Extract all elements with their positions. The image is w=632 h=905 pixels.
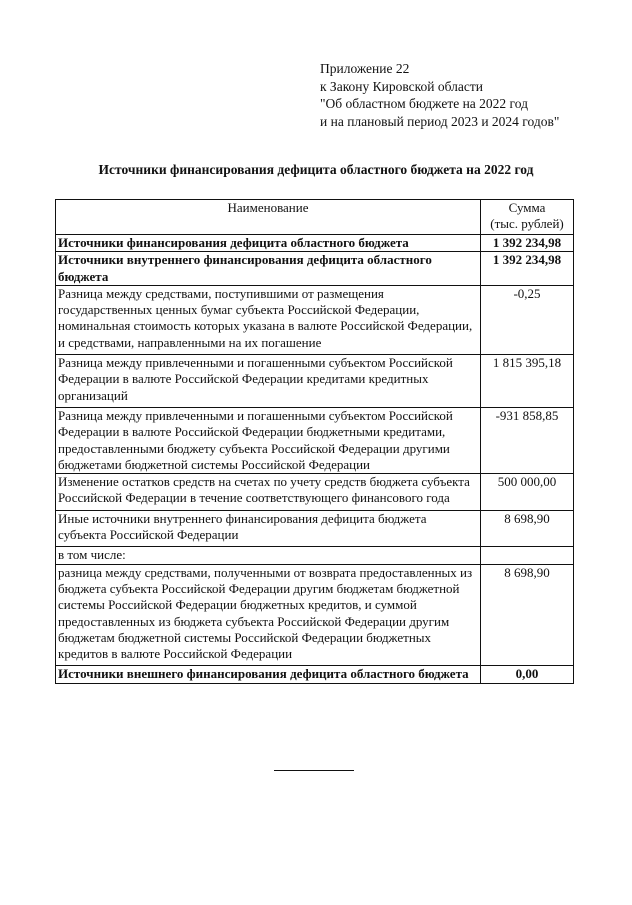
row-name: Источники финансирования дефицита областного бюджета — [56, 235, 481, 252]
closing-divider — [274, 770, 354, 771]
appendix-line: к Закону Кировской области — [320, 78, 484, 94]
table-row — [56, 235, 574, 252]
row-sum: -0,25 — [481, 285, 574, 354]
appendix-line: и на плановый период 2023 и 2024 годов" — [320, 113, 560, 129]
row-name: Источники внутреннего финансирования дефицита областного бюджета — [56, 252, 481, 286]
table-header-row — [56, 200, 574, 235]
appendix-line: "Об областном бюджете на 2022 год — [320, 96, 528, 111]
row-sum: 1 392 234,98 — [481, 235, 574, 252]
row-sum — [481, 547, 574, 564]
financing-table — [55, 199, 574, 684]
row-sum: 0,00 — [481, 666, 574, 683]
table-row — [56, 355, 574, 408]
row-name: Разница между привлеченными и погашенными субъектом Российской Федерации в валюте Российской Федерации кредитами кредитных организаций — [56, 355, 481, 408]
table-row — [56, 407, 574, 473]
row-name: Иные источники внутреннего финансирования дефицита бюджета субъекта Российской Федерации — [56, 510, 481, 547]
row-name: Разница между средствами, поступившими от размещения государственных ценных бумаг субъекта Российской Федерации, номинальная стоимость которых указана в валюте Российской Федерации, и средствами, направленными на их погашение — [56, 285, 481, 354]
appendix-header — [320, 60, 559, 130]
row-name: Изменение остатков средств на счетах по учету средств бюджета субъекта Российской Федерации в течение соответствующего финансового года — [56, 474, 481, 511]
column-header-name: Наименование — [56, 200, 481, 235]
row-sum: 8 698,90 — [481, 564, 574, 666]
table-row — [56, 474, 574, 511]
row-sum: -931 858,85 — [481, 407, 574, 473]
document-title: Источники финансирования дефицита областного бюджета на 2022 год — [98, 162, 534, 177]
row-name: в том числе: — [56, 547, 481, 564]
row-name: Источники внешнего финансирования дефицита областного бюджета — [56, 666, 481, 683]
table-row — [56, 285, 574, 354]
row-name: Разница между привлеченными и погашенными субъектом Российской Федерации в валюте Российской Федерации бюджетными кредитами, предоставленными бюджету субъекта Российской Федерации другими бюджетами бюджетной системы Российской Федерации — [56, 407, 481, 473]
column-header-sum-line1: Сумма — [508, 200, 546, 215]
table-row — [56, 510, 574, 547]
row-sum: 1 815 395,18 — [481, 355, 574, 408]
row-sum: 500 000,00 — [481, 474, 574, 511]
row-name: разница между средствами, полученными от возврата предоставленных из бюджета субъекта Российской Федерации другим бюджетам бюджетной системы Российской Федерации бюджетных кредитов, и суммой предоставленных из бюджета субъекта Российской Федерации другим бюджетам бюджетной системы Российской Федерации бюджетных кредитов в валюте Российской Федерации — [56, 564, 481, 666]
column-header-sum-line2: (тыс. рублей) — [490, 216, 564, 232]
appendix-line: Приложение 22 — [320, 61, 410, 76]
row-sum: 1 392 234,98 — [481, 252, 574, 286]
table-row — [56, 252, 574, 286]
table-row — [56, 547, 574, 564]
column-header-sum — [481, 200, 574, 235]
table-row — [56, 564, 574, 666]
table-row — [56, 666, 574, 683]
row-sum: 8 698,90 — [481, 510, 574, 547]
